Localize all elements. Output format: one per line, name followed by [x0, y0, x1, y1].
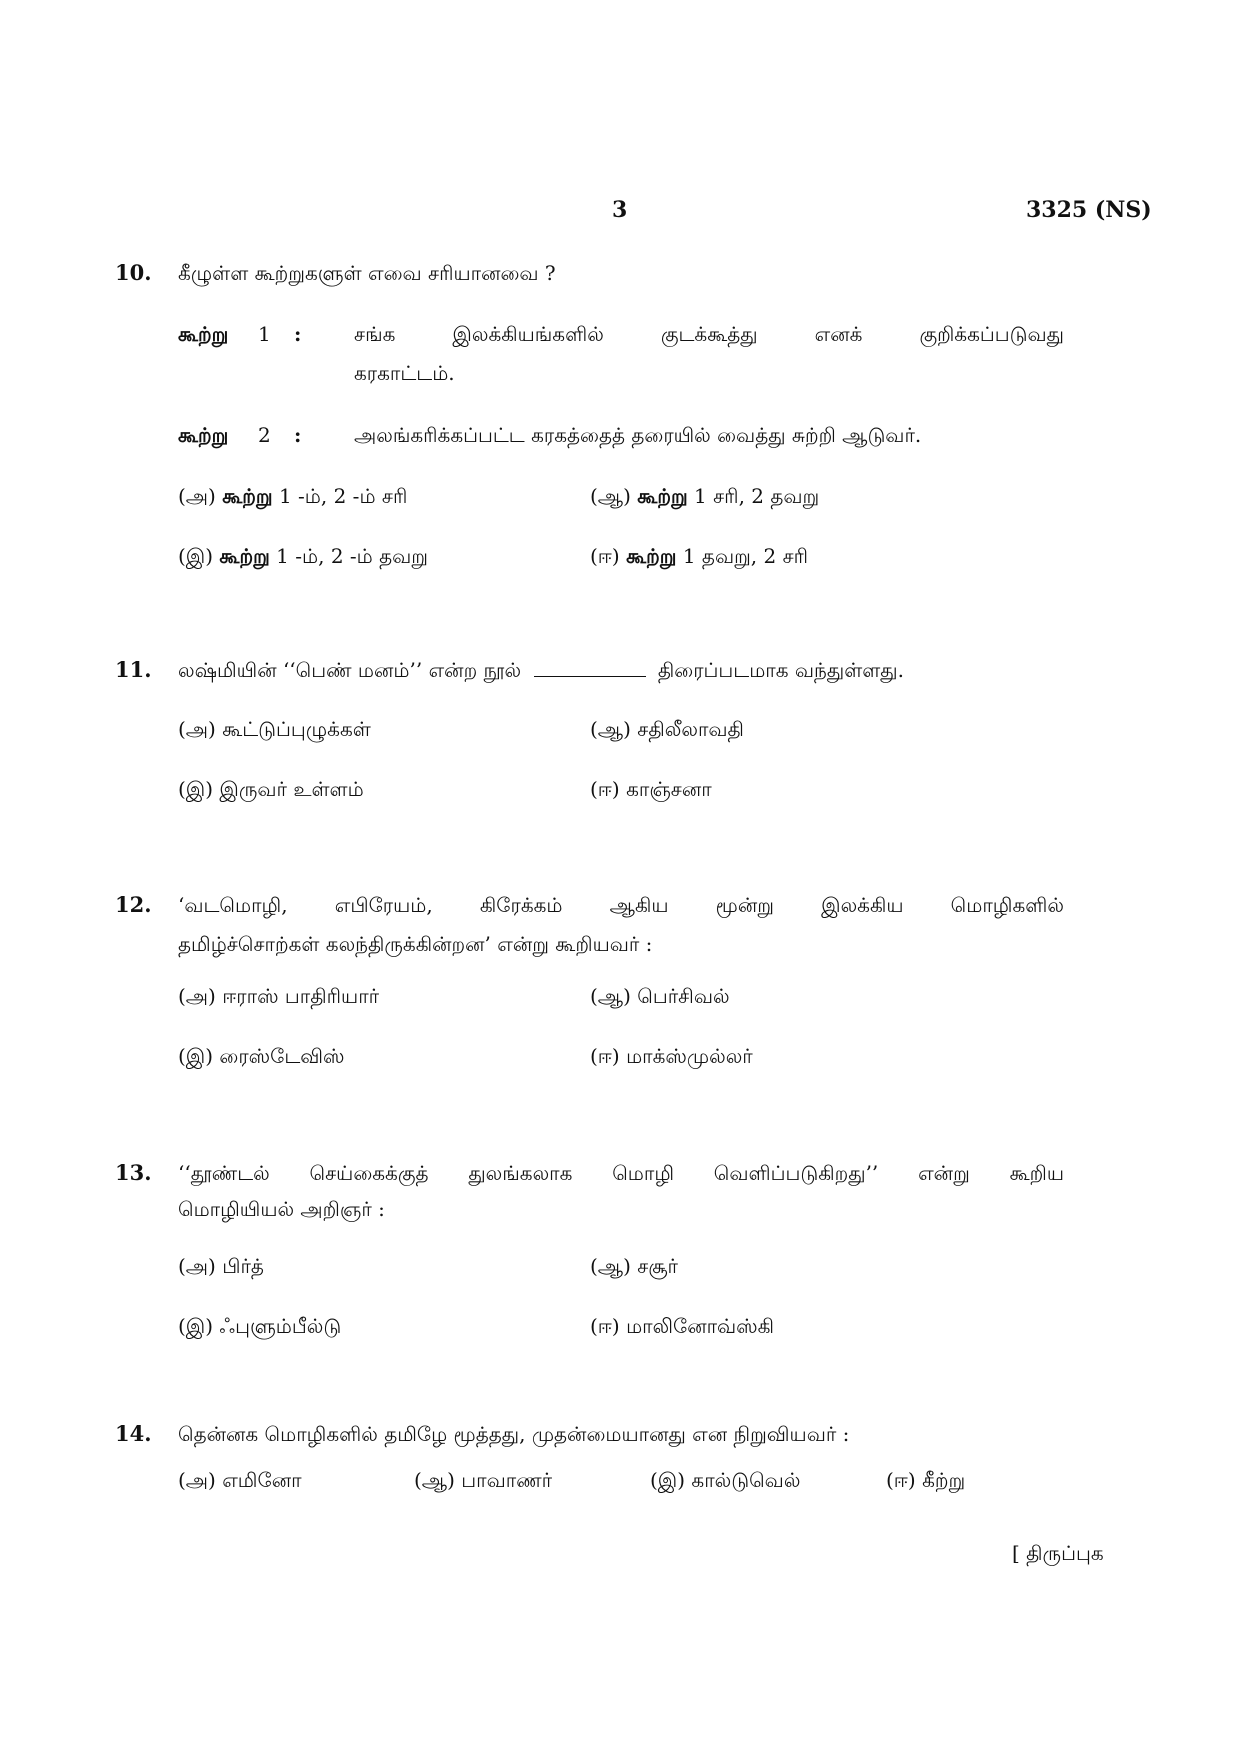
option-text: சதிலீலாவதி	[637, 717, 744, 741]
option-a[interactable]	[178, 484, 407, 511]
option-mark: (ஆ)	[590, 984, 631, 1008]
question-text-cont: மொழியியல் அறிஞர் :	[178, 1197, 385, 1221]
option-text: எமினோ	[222, 1468, 302, 1492]
option-bold: கூற்று	[637, 484, 688, 508]
option-text: மாலினோவ்ஸ்கி	[626, 1314, 775, 1338]
option-ee[interactable]	[590, 1044, 753, 1071]
option-a[interactable]	[178, 984, 379, 1011]
turn-over-note: [ திருப்புக	[1012, 1541, 1104, 1565]
question-text: தென்னக மொழிகளில் தமிழே மூத்தது, முதன்மையானது என நிறுவியவர் :	[178, 1422, 850, 1446]
option-text: பெர்சிவல்	[637, 984, 730, 1008]
option-mark: (ஆ)	[590, 1254, 631, 1278]
option-ee[interactable]	[590, 1314, 774, 1341]
option-mark: (அ)	[178, 717, 216, 741]
option-a[interactable]	[178, 717, 371, 744]
option-bold: கூற்று	[626, 544, 677, 568]
question-text-before: லஷ்மியின் ‘‘பெண் மனம்’’ என்ற நூல்	[178, 658, 522, 682]
option-aa[interactable]	[414, 1468, 552, 1495]
option-mark: (ஈ)	[886, 1468, 916, 1492]
question-number: 12.	[115, 892, 152, 917]
option-mark: (ஆ)	[590, 717, 631, 741]
option-ee[interactable]	[590, 777, 712, 804]
question-number: 14.	[115, 1421, 152, 1446]
statement-colon: :	[294, 423, 302, 447]
option-text: ரைஸ்டேவிஸ்	[219, 1044, 345, 1068]
question-text: ‘‘தூண்டல் செய்கைக்குத் துலங்கலாக மொழி வெளிப்படுகிறது’’ என்று கூறிய	[178, 1161, 1064, 1185]
option-mark: (ஈ)	[590, 777, 620, 801]
option-text: பாவாணர்	[461, 1468, 553, 1492]
option-text: கூட்டுப்புழுக்கள்	[222, 717, 371, 741]
option-mark: (இ)	[178, 544, 214, 568]
paper-code: 3325 (NS)	[1026, 197, 1152, 223]
statement-label: கூற்று	[178, 322, 229, 346]
question-text: கீழுள்ள கூற்றுகளுள் எவை சரியானவை ?	[178, 261, 556, 285]
option-mark: (ஆ)	[414, 1468, 455, 1492]
question-text-cont: தமிழ்ச்சொற்கள் கலந்திருக்கின்றன’ என்று கூறியவர் :	[178, 932, 653, 956]
option-mark: (அ)	[178, 1254, 216, 1278]
option-mark: (ஈ)	[590, 544, 620, 568]
option-mark: (ஈ)	[590, 1044, 620, 1068]
option-aa[interactable]	[590, 717, 744, 744]
option-text: இருவர் உள்ளம்	[219, 777, 364, 801]
option-aa[interactable]	[590, 484, 819, 511]
statement-colon: :	[294, 322, 302, 346]
option-text: ஃபுளும்பீல்டு	[219, 1314, 342, 1338]
option-mark: (இ)	[650, 1468, 686, 1492]
option-i[interactable]	[178, 544, 428, 571]
option-text: 1 -ம், 2 -ம் சரி	[278, 484, 408, 508]
statement-number: 2	[258, 423, 271, 447]
option-text: பிர்த்	[222, 1254, 264, 1278]
option-bold: கூற்று	[222, 484, 273, 508]
option-a[interactable]	[178, 1254, 264, 1281]
option-bold: கூற்று	[219, 544, 270, 568]
option-i[interactable]	[178, 1314, 341, 1341]
option-i[interactable]	[178, 1044, 345, 1071]
statement-text: சங்க இலக்கியங்களில் குடக்கூத்து எனக் குறிக்கப்படுவது	[354, 322, 1064, 346]
option-mark: (அ)	[178, 1468, 216, 1492]
question-text-after: திரைப்படமாக வந்துள்ளது.	[657, 658, 905, 682]
statement-number: 1	[258, 322, 271, 346]
page-number: 3	[612, 197, 628, 223]
option-mark: (இ)	[178, 1044, 214, 1068]
option-a[interactable]	[178, 1468, 302, 1495]
option-aa[interactable]	[590, 984, 730, 1011]
option-text: கீற்று	[922, 1468, 966, 1492]
question-text	[178, 658, 904, 685]
option-i[interactable]	[178, 777, 364, 804]
option-mark: (ஈ)	[590, 1314, 620, 1338]
option-ee[interactable]	[886, 1468, 965, 1495]
statement-text-cont: கரகாட்டம்.	[354, 361, 455, 385]
option-text: சசூர்	[637, 1254, 678, 1278]
option-text: கால்டுவெல்	[691, 1468, 801, 1492]
question-number: 11.	[115, 657, 152, 682]
fill-blank[interactable]	[534, 658, 646, 677]
option-text: 1 தவறு, 2 சரி	[682, 544, 809, 568]
option-mark: (இ)	[178, 777, 214, 801]
question-number: 13.	[115, 1160, 152, 1185]
option-text: 1 -ம், 2 -ம் தவறு	[276, 544, 428, 568]
option-text: மாக்ஸ்முல்லர்	[626, 1044, 753, 1068]
option-mark: (இ)	[178, 1314, 214, 1338]
option-i[interactable]	[650, 1468, 800, 1495]
option-text: 1 சரி, 2 தவறு	[694, 484, 820, 508]
statement-label: கூற்று	[178, 423, 229, 447]
question-text: ‘வடமொழி, எபிரேயம், கிரேக்கம் ஆகிய மூன்று இலக்கிய மொழிகளில்	[178, 893, 1064, 917]
option-mark: (அ)	[178, 484, 216, 508]
option-text: காஞ்சனா	[626, 777, 712, 801]
option-ee[interactable]	[590, 544, 808, 571]
option-aa[interactable]	[590, 1254, 678, 1281]
option-text: ஈராஸ் பாதிரியார்	[222, 984, 380, 1008]
statement-text: அலங்கரிக்கப்பட்ட கரகத்தைத் தரையில் வைத்து சுற்றி ஆடுவர்.	[354, 423, 922, 447]
question-number: 10.	[115, 260, 152, 285]
option-mark: (அ)	[178, 984, 216, 1008]
option-mark: (ஆ)	[590, 484, 631, 508]
